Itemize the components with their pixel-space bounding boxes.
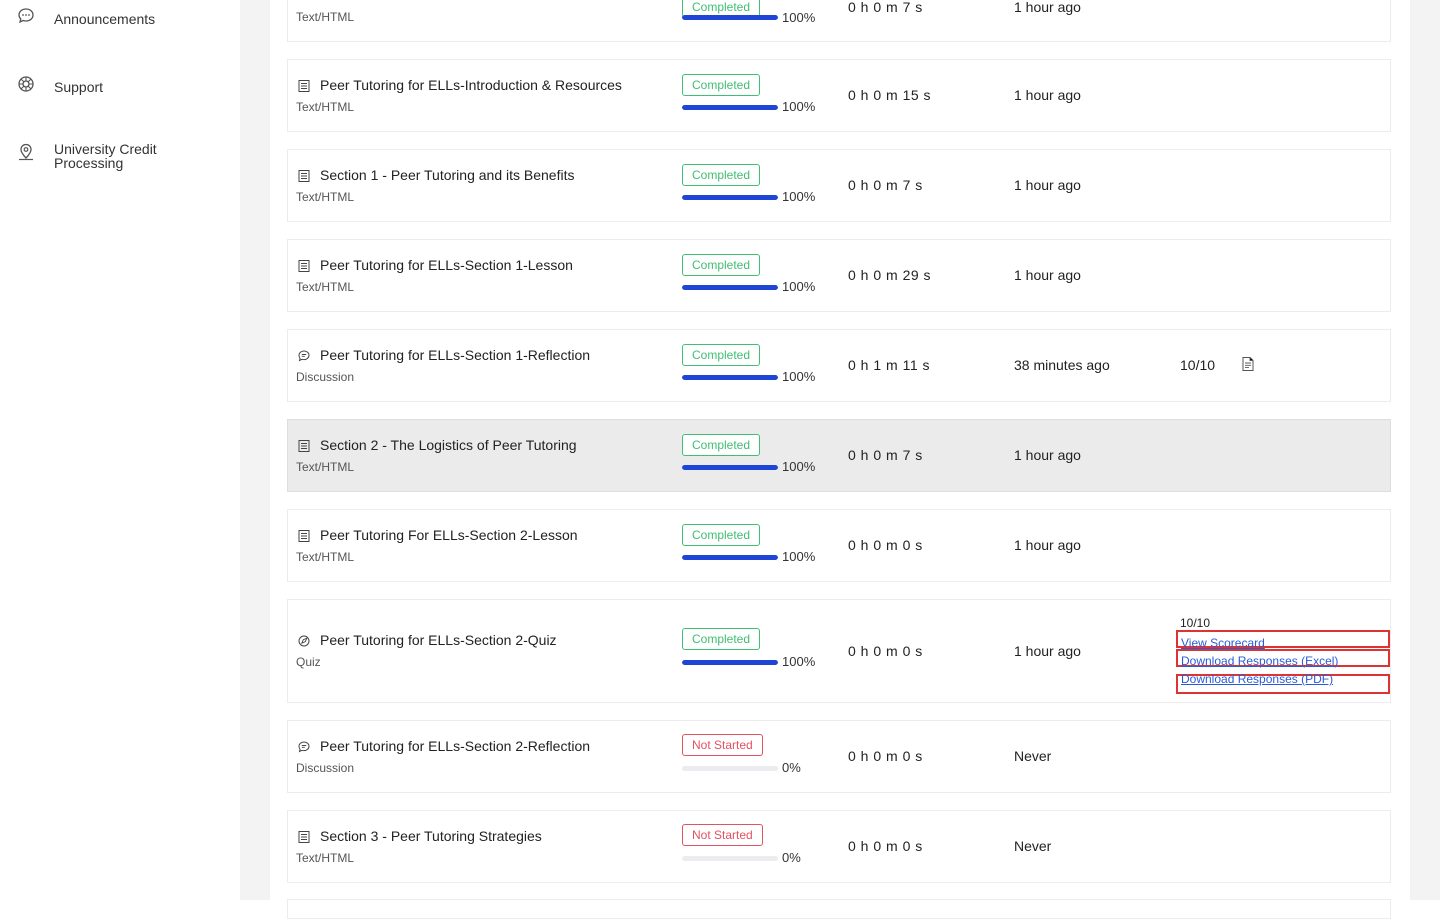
last-accessed: 38 minutes ago bbox=[1014, 357, 1110, 373]
row-title-text: Peer Tutoring for ELLs-Section 2-Quiz bbox=[320, 632, 557, 648]
progress-bar bbox=[682, 660, 778, 665]
last-accessed: 1 hour ago bbox=[1014, 447, 1081, 463]
row-type: Text/HTML bbox=[296, 550, 355, 564]
time-spent: 0 h 0 m 29 s bbox=[848, 267, 932, 283]
table-row[interactable] bbox=[287, 599, 1391, 703]
row-type: Discussion bbox=[296, 761, 355, 775]
status-badge: Completed bbox=[682, 628, 760, 650]
sidebar-item-support[interactable] bbox=[16, 74, 103, 94]
document-icon bbox=[298, 169, 310, 181]
progress-percent: 0% bbox=[782, 760, 801, 775]
row-type: Text/HTML bbox=[296, 100, 355, 114]
progress-percent: 100% bbox=[782, 549, 816, 564]
time-spent: 0 h 0 m 0 s bbox=[848, 643, 923, 659]
progress-bar bbox=[682, 15, 778, 20]
score: 10/10 bbox=[1180, 357, 1216, 373]
last-accessed: 1 hour ago bbox=[1014, 177, 1081, 193]
row-type: Text/HTML bbox=[296, 10, 355, 24]
row-type: Text/HTML bbox=[296, 460, 355, 474]
sidebar-item-label bbox=[54, 142, 157, 170]
last-accessed: Never bbox=[1014, 838, 1052, 854]
last-accessed: 1 hour ago bbox=[1014, 267, 1081, 283]
status-badge: Completed bbox=[682, 344, 760, 366]
last-accessed: 1 hour ago bbox=[1014, 87, 1081, 103]
row-type: Text/HTML bbox=[296, 280, 355, 294]
table-row[interactable] bbox=[287, 419, 1391, 492]
progress-percent: 0% bbox=[782, 850, 801, 865]
row-title-text: Peer Tutoring for ELLs-Section 1-Reflection bbox=[320, 347, 591, 363]
table-row[interactable] bbox=[287, 810, 1391, 883]
row-type: Text/HTML bbox=[296, 190, 355, 204]
progress-percent: 100% bbox=[782, 279, 816, 294]
discussion-icon bbox=[298, 740, 310, 752]
row-title[interactable] bbox=[298, 77, 622, 93]
chat-bubble-icon bbox=[16, 6, 36, 26]
row-title-text: Peer Tutoring for ELLs-Introduction & Resources bbox=[320, 77, 622, 93]
row-type: Text/HTML bbox=[296, 851, 355, 865]
table-row[interactable] bbox=[287, 509, 1391, 582]
row-title-text: Section 1 - Peer Tutoring and its Benefits bbox=[320, 167, 575, 183]
view-scorecard-link[interactable]: View Scorecard bbox=[1181, 636, 1265, 650]
row-type: Discussion bbox=[296, 370, 355, 384]
download-responses-excel-link[interactable]: Download Responses (Excel) bbox=[1181, 654, 1339, 668]
row-title[interactable] bbox=[298, 738, 590, 754]
last-accessed: 1 hour ago bbox=[1014, 0, 1081, 15]
status-badge: Completed bbox=[682, 524, 760, 546]
sidebar-item-label: Announcements bbox=[54, 11, 156, 27]
progress-bar bbox=[682, 195, 778, 200]
row-title[interactable] bbox=[298, 828, 542, 844]
status-badge: Completed bbox=[682, 254, 760, 276]
table-row[interactable] bbox=[287, 59, 1391, 132]
progress-percent: 100% bbox=[782, 189, 816, 204]
status-badge: Completed bbox=[682, 434, 760, 456]
location-pin-icon bbox=[16, 142, 36, 162]
lifebuoy-icon bbox=[16, 74, 36, 94]
time-spent: 0 h 0 m 0 s bbox=[848, 537, 923, 553]
status-badge: Completed bbox=[682, 74, 760, 96]
sidebar-item-label-line: Processing bbox=[54, 155, 124, 171]
row-title[interactable] bbox=[298, 632, 557, 648]
progress-percent: 100% bbox=[782, 99, 816, 114]
status-badge: Not Started bbox=[682, 734, 763, 756]
time-spent: 0 h 0 m 7 s bbox=[848, 177, 923, 193]
quiz-icon bbox=[298, 634, 310, 646]
table-row[interactable] bbox=[287, 899, 1391, 919]
row-title-text: Peer Tutoring for ELLs-Section 1-Lesson bbox=[320, 257, 573, 273]
progress-bar bbox=[682, 766, 778, 771]
status-badge: Completed bbox=[682, 0, 760, 18]
table-row[interactable] bbox=[287, 329, 1391, 402]
row-title[interactable] bbox=[298, 257, 573, 273]
score: 10/10 bbox=[1180, 616, 1211, 630]
row-title[interactable] bbox=[298, 437, 577, 453]
table-row[interactable] bbox=[287, 720, 1391, 793]
progress-bar bbox=[682, 105, 778, 110]
sidebar-item-announcements[interactable] bbox=[16, 6, 155, 26]
time-spent: 0 h 0 m 0 s bbox=[848, 748, 923, 764]
page-gutter-right bbox=[1410, 0, 1440, 900]
status-badge: Completed bbox=[682, 164, 760, 186]
table-row[interactable] bbox=[287, 0, 1391, 42]
last-accessed: 1 hour ago bbox=[1014, 537, 1081, 553]
sidebar-item-label-line: University Credit bbox=[54, 141, 157, 157]
progress-bar bbox=[682, 375, 778, 380]
table-row[interactable] bbox=[287, 149, 1391, 222]
row-title-text: Peer Tutoring for ELLs-Section 2-Reflection bbox=[320, 738, 591, 754]
document-icon[interactable] bbox=[1242, 357, 1254, 371]
table-row[interactable] bbox=[287, 239, 1391, 312]
discussion-icon bbox=[298, 349, 310, 361]
sidebar bbox=[0, 0, 240, 900]
row-title-text: Section 3 - Peer Tutoring Strategies bbox=[320, 828, 542, 844]
row-title-text: Section 2 - The Logistics of Peer Tutoring bbox=[320, 437, 577, 453]
progress-bar bbox=[682, 856, 778, 861]
time-spent: 0 h 0 m 15 s bbox=[848, 87, 932, 103]
progress-percent: 100% bbox=[782, 369, 816, 384]
row-title[interactable] bbox=[298, 347, 590, 363]
sidebar-item-label: Support bbox=[54, 79, 104, 95]
time-spent: 0 h 0 m 0 s bbox=[848, 838, 923, 854]
row-type: Quiz bbox=[296, 655, 321, 669]
document-icon bbox=[298, 439, 310, 451]
row-title-text: Peer Tutoring For ELLs-Section 2-Lesson bbox=[320, 527, 578, 543]
document-icon bbox=[298, 259, 310, 271]
document-icon bbox=[298, 830, 310, 842]
page-gutter-left bbox=[240, 0, 270, 900]
progress-percent: 100% bbox=[782, 654, 816, 669]
progress-bar bbox=[682, 465, 778, 470]
progress-percent: 100% bbox=[782, 459, 816, 474]
row-title[interactable] bbox=[298, 167, 574, 183]
last-accessed: 1 hour ago bbox=[1014, 643, 1081, 659]
last-accessed: Never bbox=[1014, 748, 1052, 764]
time-spent: 0 h 0 m 7 s bbox=[848, 447, 923, 463]
status-badge: Not Started bbox=[682, 824, 763, 846]
time-spent: 0 h 0 m 7 s bbox=[848, 0, 923, 15]
row-title[interactable] bbox=[298, 527, 578, 543]
document-icon bbox=[298, 529, 310, 541]
time-spent: 0 h 1 m 11 s bbox=[848, 357, 931, 373]
progress-bar bbox=[682, 555, 778, 560]
sidebar-item-university-credit-processing[interactable] bbox=[16, 142, 157, 170]
progress-percent: 100% bbox=[782, 10, 816, 25]
document-icon bbox=[298, 79, 310, 91]
progress-bar bbox=[682, 285, 778, 290]
download-responses-pdf-link[interactable]: Download Responses (PDF) bbox=[1181, 672, 1334, 686]
